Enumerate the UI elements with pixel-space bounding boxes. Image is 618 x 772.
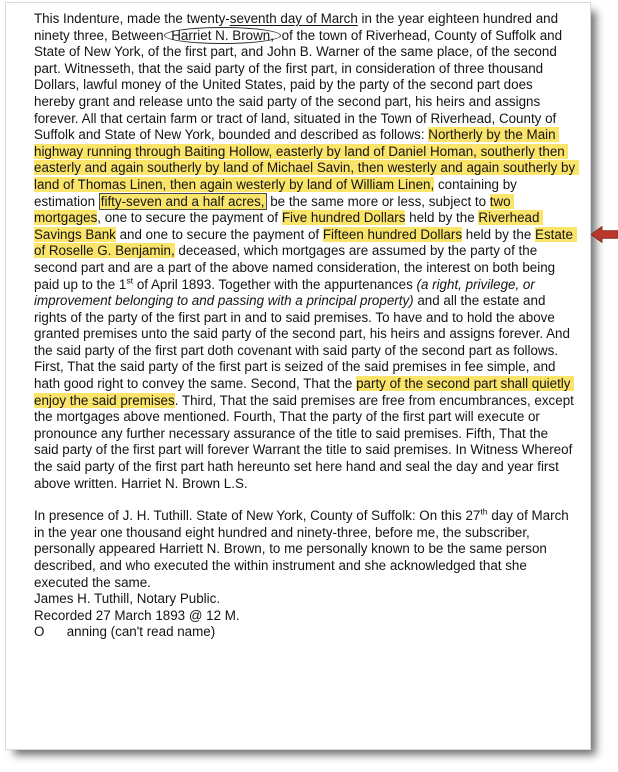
text-segment-italic: (a right, privilege, or improvement belonging to and passing with a principal property) (34, 276, 539, 309)
red-arrow-icon (591, 226, 618, 243)
text-segment-highlight: Northerly by the Main highway running through Baiting Hollow, easterly by land of Daniel Homan, southerly then easterly and again southerly by land of Michael Savin, then westerly and again southerly by land of Thomas Linen, then again westerly by land of William Linen, (34, 127, 579, 192)
acknowledgment-paragraph (34, 508, 576, 591)
clerk-line (34, 624, 576, 641)
document-content (6, 3, 590, 647)
text-segment-normal: James H. Tuthill, Notary Public. (34, 591, 221, 607)
text-segment-normal: be the same more or less, subject to (266, 193, 490, 209)
text-segment-normal: of the town of Riverhead, County of Suffolk and State of New York, of the first part, and John B. Warner of the same place, of the second part. Witnesseth, that the said party of the first part, in consideration of three thousand Dollars, lawful money of the United States, paid by the party of the second part does hereby grant and release unto the said party of the second part, his heirs and assigns forever. All that certain farm or tract of land, situated in the Town of Riverhead, County of Suffolk and State of New York, bounded and described as follows: (34, 27, 566, 143)
text-segment-normal: and all the estate and rights of the party of the first part in and to said premises. To have and to hold the above granted premises unto the said party of the second part, his heirs and assigns forever. And the said party of the first part doth covenant with said party of the second part as follows. First, That the said party of the first part is seized of the said premises in fee simple, and hath good right to convey the same. Second, That the (34, 293, 574, 392)
text-segment-normal: containing by estimation (34, 176, 521, 209)
text-segment-normal: . Third, That the said premises are free from encumbrances, except the mortgages above mentioned. Fourth, That the party of the first part will execute or pronounce any further necessary assurance of the title to said premises. Fifth, That the said party of the first part will forever Warrant the title to said premises. In Witness Whereof the said party of the first part hath hereunto set here hand and seal the day and year first above written. Harriet N. Brown L.S. (34, 392, 578, 491)
text-segment-normal: Recorded 27 March 1893 @ 12 M. (34, 607, 240, 623)
text-segment-underline: seventh day of March (229, 11, 358, 26)
text-segment-highlight: party of the second part shall quietly enjoy the said premises (34, 376, 575, 408)
text-segment-normal: and one to secure the payment of (115, 226, 323, 242)
deed-document-page (5, 2, 591, 750)
paragraph-gap (34, 492, 576, 508)
text-segment-highlight: Riverhead Savings Bank (34, 210, 544, 242)
text-segment-normal: , one to secure the payment of (97, 210, 282, 226)
text-segment-normal: This Indenture, made the twenty- (34, 11, 230, 26)
text-segment-normal: O anning (can't read name) (34, 624, 216, 640)
text-segment-sup: st (126, 275, 134, 286)
text-segment-highlight: Fifteen hundred Dollars (322, 226, 463, 242)
text-segment-normal: deceased, which mortgages are assumed by the party of the second part and are a part of the above named consideration, the interest on both being paid up to the 1 (34, 243, 559, 292)
recorded-line (34, 608, 576, 625)
text-segment-boxed_highlight: fifty-seven and a half acres, (100, 193, 265, 209)
text-segment-normal: held by the (405, 210, 479, 226)
text-segment-highlight: Estate of Roselle G. Benjamin, (34, 226, 577, 259)
text-segment-circled: Harriet N. Brown, (164, 27, 281, 44)
text-segment-sup: th (480, 506, 488, 517)
text-segment-normal: day of March in the year one thousand eight hundred and ninety-three, before me, the subscriber, personally appeared Harriett N. Brown, to me personally known to be the same person described, and who executed the within instrument and she acknowledged that she executed the same. (34, 508, 573, 590)
deed-body-paragraph (34, 11, 579, 492)
notary-line (34, 591, 576, 608)
text-segment-normal: of April 1893. Together with the appurtenances (133, 276, 417, 292)
text-segment-highlight: Five hundred Dollars (281, 210, 406, 226)
text-segment-normal: In presence of J. H. Tuthill. State of New York, County of Suffolk: On this 27 (34, 508, 481, 524)
text-segment-normal: in the year eighteen hundred and ninety three, Between (34, 11, 562, 43)
text-segment-normal: held by the (462, 226, 536, 242)
red-arrow-shape (591, 227, 618, 243)
text-segment-highlight: two mortgages (34, 193, 515, 226)
